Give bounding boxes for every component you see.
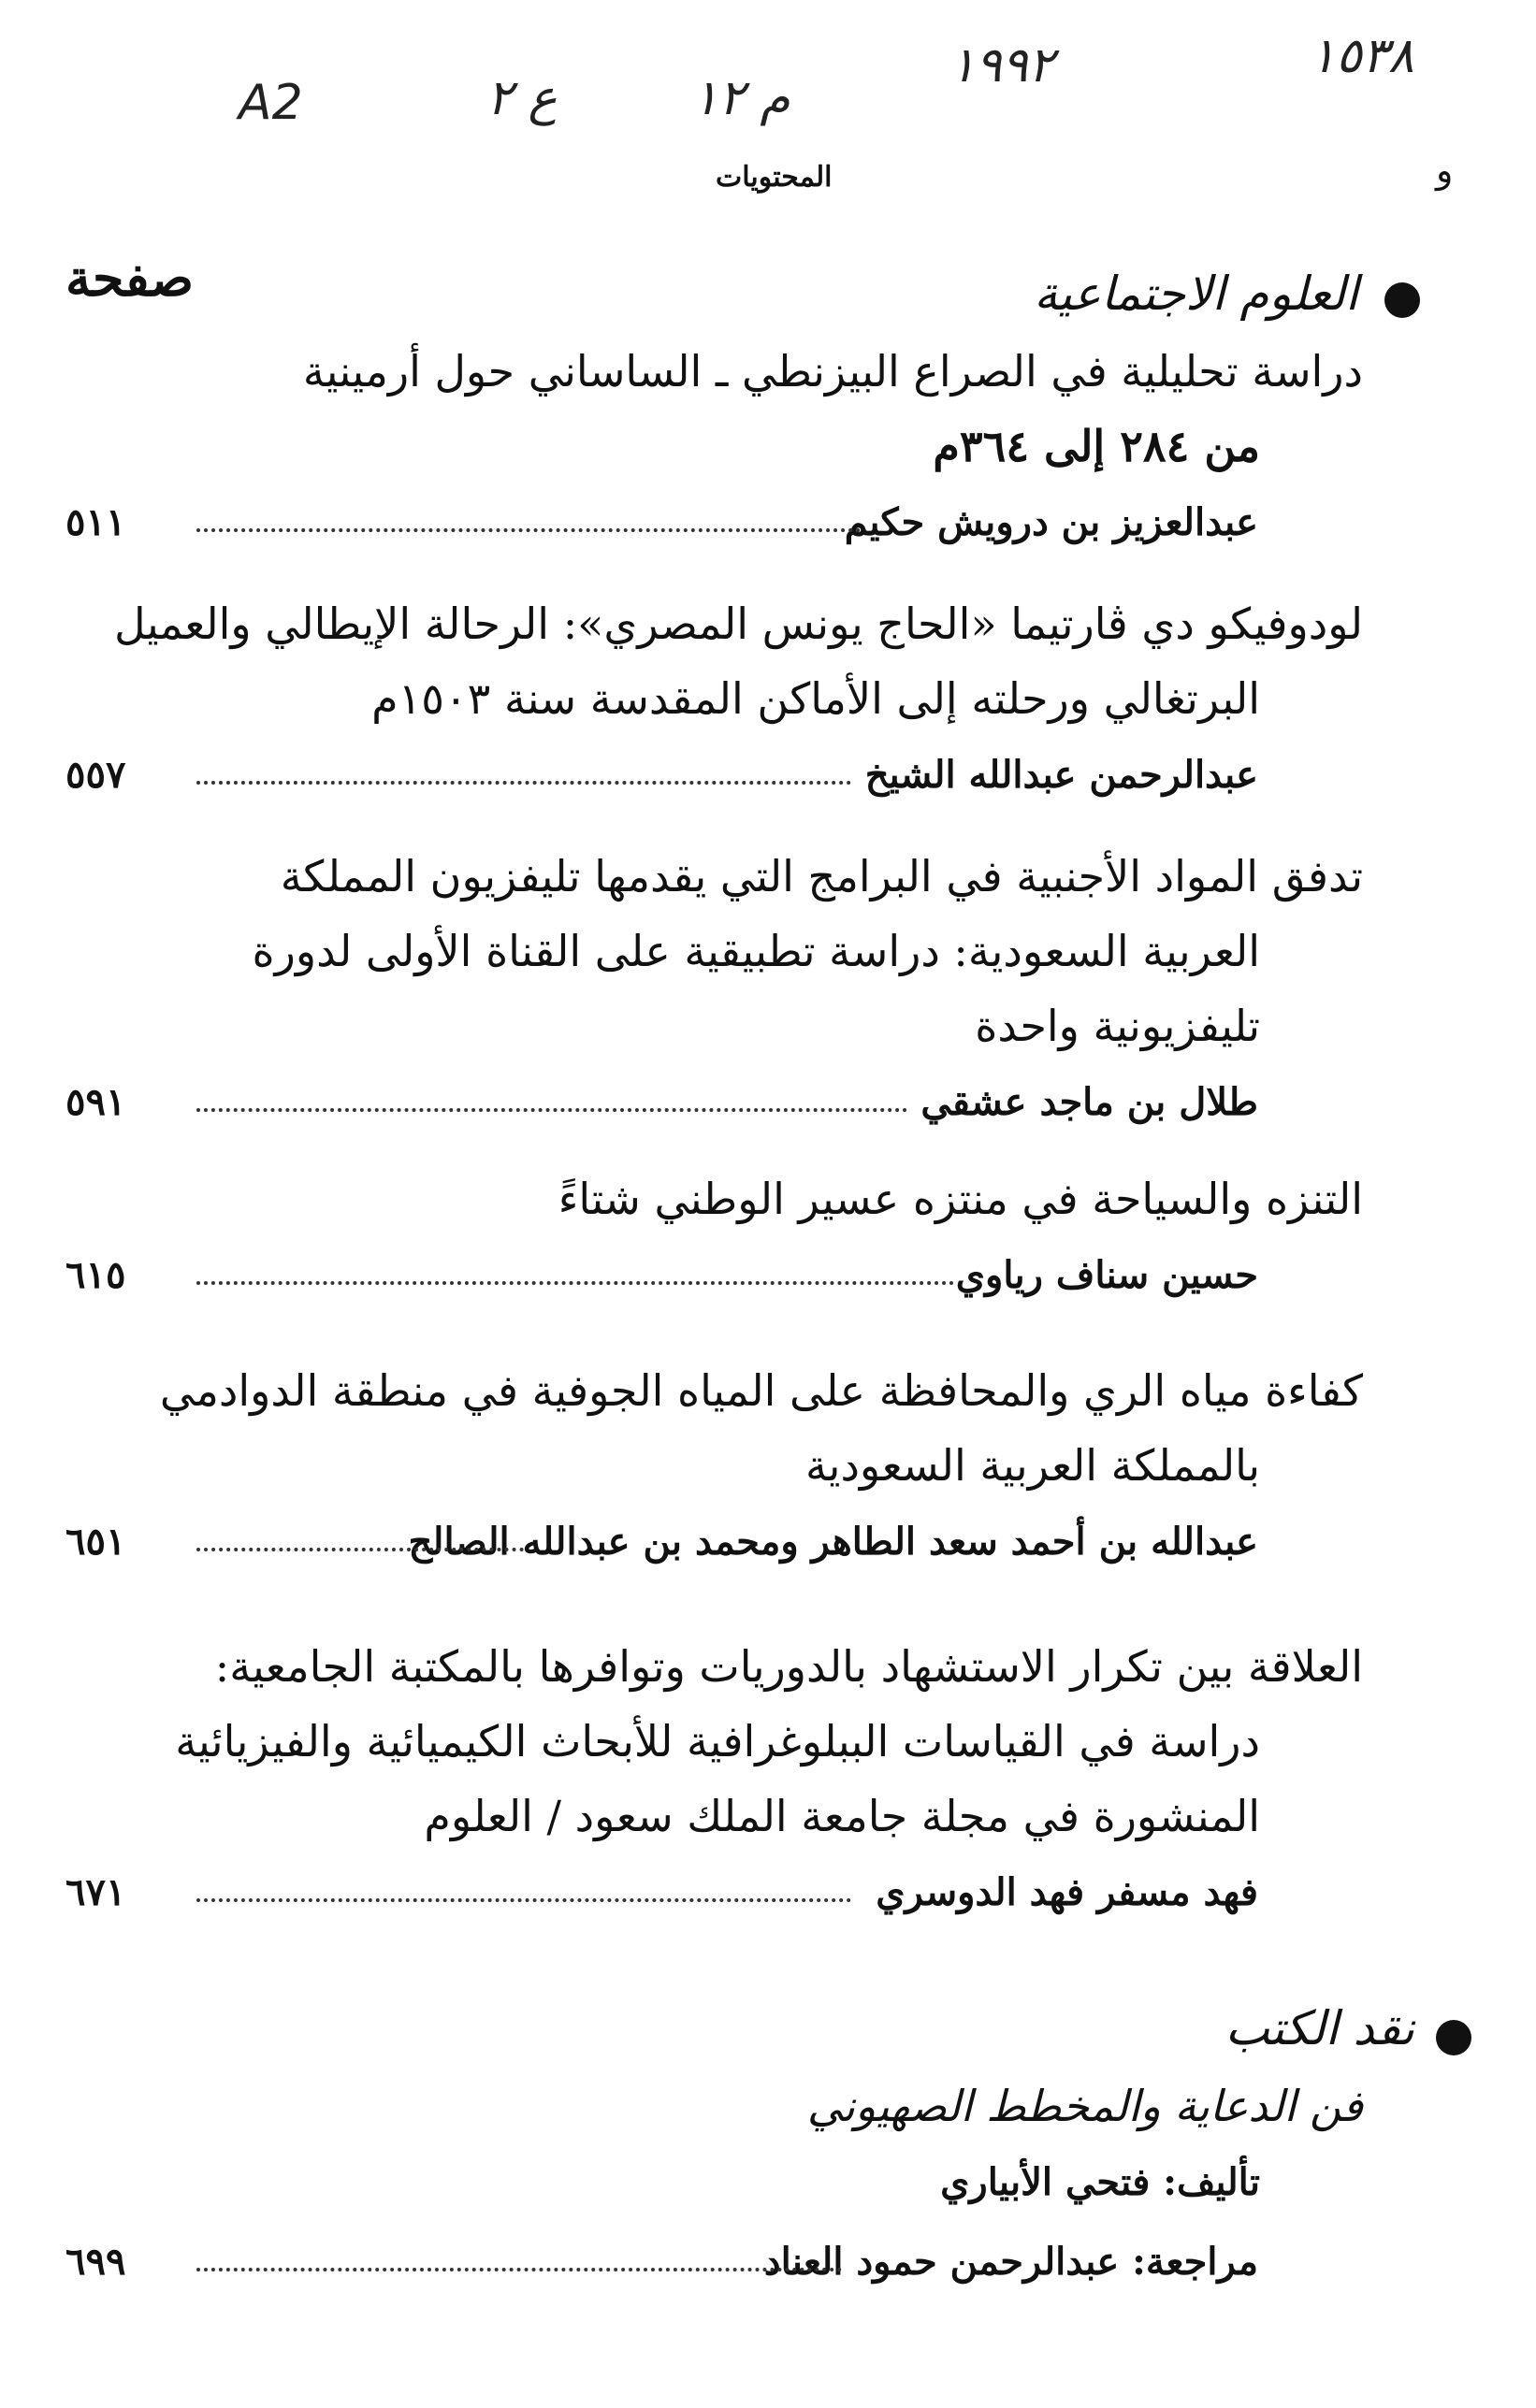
- section-heading-social-sciences: العلوم الاجتماعية: [1034, 267, 1358, 321]
- leader-dots: [196, 528, 861, 532]
- entry-title-line: دراسة تحليلية في الصراع البيزنطي ـ الساساني حول أرمينية: [302, 346, 1363, 397]
- section-heading-book-reviews: نقد الكتب: [1224, 2001, 1414, 2055]
- entry-title-line: لودوفيكو دي ڤارتيما «الحاج يونس المصري»: الرحالة الإيطالي والعميل: [114, 598, 1363, 649]
- leader-dots: [196, 2268, 842, 2271]
- leader-dots: [196, 1548, 524, 1551]
- entry-title-line: بالمملكة العربية السعودية: [804, 1440, 1260, 1491]
- entry-author: عبدالعزيز بن درويش حكيم: [844, 500, 1258, 544]
- handwritten-year: ١٩٩٢: [949, 37, 1054, 94]
- section-bullet: [1384, 282, 1420, 318]
- handwritten-issue-mark: ع ٢: [486, 70, 558, 126]
- entry-page-number: ٥١١: [65, 500, 126, 544]
- leader-dots: [196, 781, 851, 785]
- toc-entry[interactable]: [65, 1870, 1258, 1923]
- entry-title-line: العلاقة بين تكرار الاستشهاد بالدوريات وتوافرها بالمكتبة الجامعية:: [214, 1641, 1363, 1692]
- toc-entry[interactable]: [65, 1520, 1258, 1572]
- leader-dots: [196, 1108, 907, 1112]
- entry-author: عبدالرحمن عبدالله الشيخ: [864, 753, 1258, 797]
- toc-entry[interactable]: [65, 1080, 1258, 1132]
- entry-page-number: ٥٩١: [65, 1080, 126, 1124]
- toc-entry[interactable]: [65, 1253, 1258, 1305]
- entry-author: فهد مسفر فهد الدوسري: [876, 1870, 1258, 1914]
- entry-title-line: تدفق المواد الأجنبية في البرامج التي يقدمها تليفزيون المملكة: [280, 851, 1363, 901]
- entry-page-number: ٦٥١: [65, 1520, 126, 1564]
- handwritten-catalog-number: ١٥٣٨: [1310, 28, 1414, 84]
- page-letter: و: [1436, 150, 1454, 191]
- entry-title-line: المنشورة في مجلة جامعة الملك سعود / العلوم: [424, 1791, 1260, 1841]
- handwritten-volume-mark: م ١٢: [692, 70, 790, 126]
- entry-title-line: كفاءة مياه الري والمحافظة على المياه الجوفية في منطقة الدوادمي: [159, 1365, 1363, 1416]
- leader-dots: [196, 1281, 954, 1285]
- entry-page-number: ٦٧١: [65, 1870, 126, 1914]
- entry-title-line: العربية السعودية: دراسة تطبيقية على القناة الأولى لدورة: [252, 926, 1260, 976]
- entry-author: حسين سناف رياوي: [955, 1253, 1258, 1297]
- entry-author: طلال بن ماجد عشقي: [920, 1080, 1258, 1124]
- leader-dots: [196, 1898, 851, 1902]
- toc-entry[interactable]: [65, 500, 1258, 553]
- toc-entry[interactable]: [65, 2240, 1258, 2292]
- review-author: مراجعة: عبدالرحمن حمود العناد: [763, 2240, 1258, 2284]
- entry-title-line: دراسة في القياسات الببلوغرافية للأبحاث الكيميائية والفيزيائية: [175, 1716, 1260, 1766]
- page-title: المحتويات: [716, 161, 833, 194]
- section-bullet: [1436, 2020, 1471, 2055]
- review-book-title: فن الدعاية والمخطط الصهيوني: [806, 2081, 1363, 2131]
- entry-title-line: التنزه والسياحة في منتزه عسير الوطني شتاءً: [558, 1174, 1363, 1224]
- entry-title-line: البرتغالي ورحلته إلى الأماكن المقدسة سنة ١٥٠٣م: [371, 673, 1260, 724]
- entry-page-number: ٦١٥: [65, 1253, 126, 1297]
- entry-page-number: ٥٥٧: [65, 753, 126, 797]
- toc-entry[interactable]: [65, 753, 1258, 805]
- entry-title-line: من ٢٨٤ إلى ٣٦٤م: [933, 421, 1260, 471]
- entry-page-number: ٦٩٩: [65, 2240, 126, 2284]
- handwritten-code: A2: [239, 75, 303, 131]
- entry-author: عبدالله بن أحمد سعد الطاهر ومحمد بن عبدالله الصالح: [408, 1520, 1258, 1564]
- entry-title-line: تليفزيونية واحدة: [975, 1001, 1260, 1051]
- page-column-label: صفحة: [65, 248, 194, 308]
- review-book-author: تأليف: فتحي الأبياري: [940, 2160, 1260, 2204]
